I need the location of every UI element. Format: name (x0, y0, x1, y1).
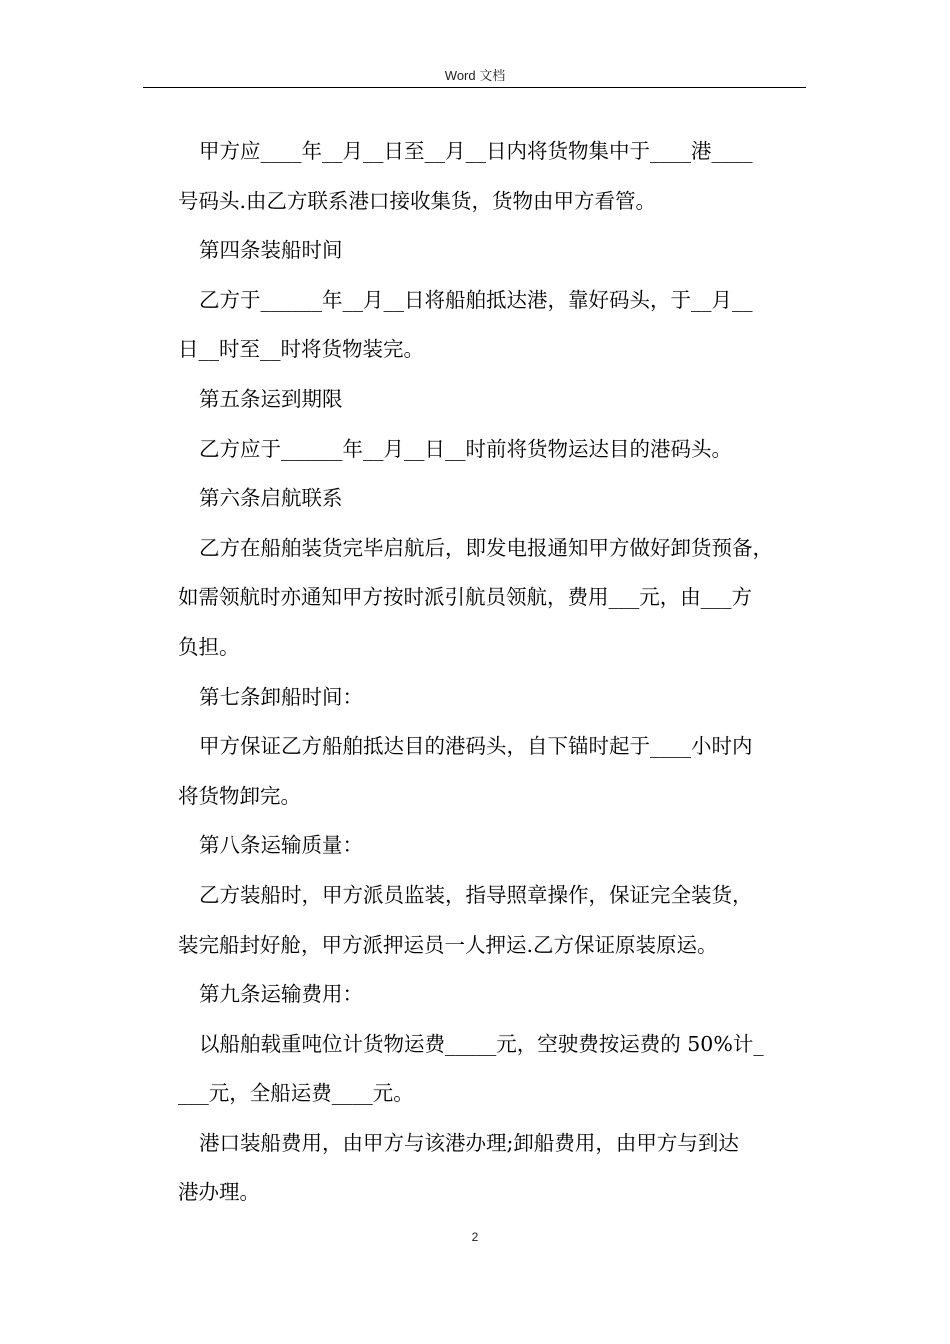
document-body (178, 127, 804, 1218)
body-line: 港办理。 (178, 1180, 260, 1205)
document-header-title: Word 文档 (444, 68, 506, 83)
body-line: 甲方保证乙方船舶抵达目的港码头，自下锚时起于____小时内 (199, 734, 753, 759)
body-line: ___元，全船运费____元。 (178, 1081, 414, 1106)
body-line: 号码头.由乙方联系港口接收集货，货物由甲方看管。 (178, 188, 657, 213)
section-heading: 第五条运到期限 (199, 386, 343, 411)
body-line: 如需领航时亦通知甲方按时派引航员领航，费用___元，由___方 (178, 585, 752, 610)
body-line: 甲方应____年__月__日至__月__日内将货物集中于____港____ (199, 139, 753, 163)
body-line: 以船舶载重吨位计货物运费_____元，空驶费按运费的 50%计_ (199, 1031, 764, 1056)
body-line: 乙方应于______年__月__日__时前将货物运达目的港码头。 (199, 436, 732, 461)
section-heading: 第八条运输质量： (199, 833, 363, 858)
body-line: 乙方在船舶装货完毕启航后，即发电报通知甲方做好卸货预备， (199, 535, 773, 560)
body-line: 负担。 (178, 634, 240, 659)
body-line: 港口装船费用，由甲方与该港办理;卸船费用，由甲方与到达 (199, 1130, 739, 1155)
page-number: 2 (471, 1230, 479, 1244)
section-heading: 第七条卸船时间： (199, 684, 363, 709)
body-line: 装完船封好舱，甲方派押运员一人押运.乙方保证原装原运。 (178, 932, 718, 957)
section-heading: 第四条装船时间 (199, 238, 343, 263)
body-line: 日__时至__时将货物装完。 (178, 337, 424, 362)
body-line: 乙方装船时，甲方派员监装，指导照章操作，保证完全装货， (199, 882, 753, 907)
section-heading: 第六条启航联系 (199, 486, 343, 511)
body-line: 将货物卸完。 (178, 783, 301, 808)
body-line: 乙方于______年__月__日将船舶抵达港，靠好码头，于__月__ (199, 287, 753, 312)
section-heading: 第九条运输费用： (199, 982, 363, 1007)
header-divider (143, 87, 806, 88)
